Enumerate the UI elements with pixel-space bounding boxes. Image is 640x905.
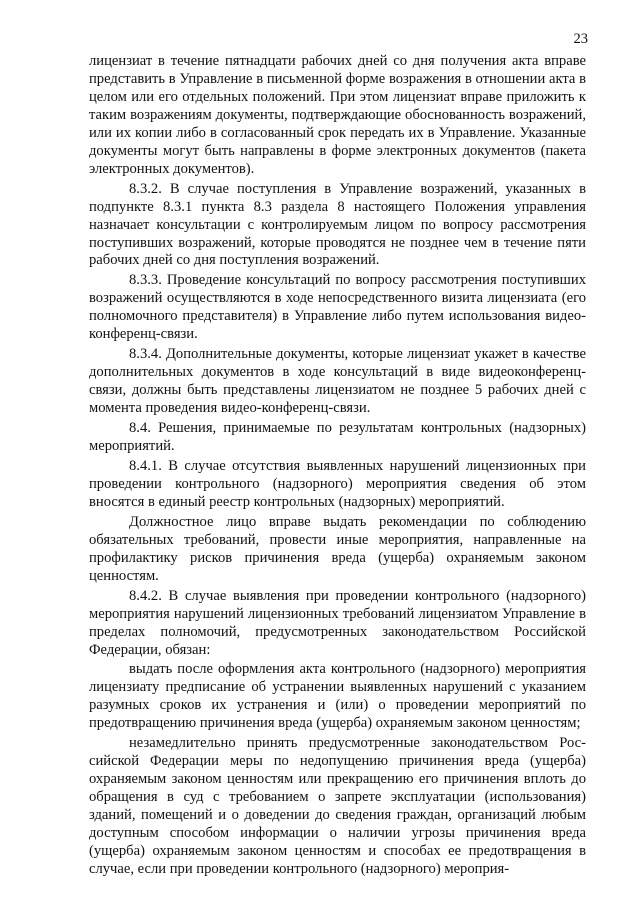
paragraph-8-4-1: 8.4.1. В случае отсутствия выявленных нарушений лицензионных при проведении контрольного (надзорного) мероприятия сведения об этом вносятся в единый реестр контрольных (надзорных) мероприятий. bbox=[89, 457, 586, 510]
document-body bbox=[89, 53, 586, 879]
paragraph-take-measures: незамедлительно принять предусмотренные законодательством Российской Федерации меры по недопущению причинения вреда (ущерба) охраняемым законом ценностям или прекращению его причинения вплоть до обращения в суд с требованием о запрете эксплуатации (использования) зданий, помещений и о доведении до сведения граждан, организаций любым доступным способом информации о наличии угрозы причинения вреда (ущерба) охраняемым законом ценностям и способах ее предотвращения в случае, если при проведении контрольного (надзорного) мероприя- bbox=[89, 735, 586, 877]
page-number: 23 bbox=[573, 31, 588, 47]
paragraph-issue-order: выдать после оформления акта контрольного (надзорного) мероприятия лицензиату предписание об устранении выявленных нарушений с указанием разумных сроков их устранения и (или) о проведении мероприятий по предотвращению причинения вреда (ущерба) охраняемым законом ценностям; bbox=[89, 661, 586, 732]
paragraph-8-3-4: 8.3.4. Дополнительные документы, которые лицензиат укажет в качестве дополнительных документов в ходе консультаций в виде видеоконференц-связи, должны быть представлены лицензиатом не позднее 5 рабочих дней с момента проведения видео-конференц-связи. bbox=[89, 346, 586, 417]
paragraph-recommendations: Должностное лицо вправе выдать рекомендации по соблюдению обязательных требований, провести иные мероприятия, направленные на профилактику рисков причинения вреда (ущерба) охраняемым законом ценностям. bbox=[89, 513, 586, 584]
paragraph-continuation: лицензиат в течение пятнадцати рабочих дней со дня получения акта вправе представить в Управление в письменной форме возражения в отношении акта в целом или его отдельных положений. При этом лицензиат вправе приложить к таким возражениям документы, подтверждающие обоснованность возражений, или их копии либо в согласованный срок передать их в Управление. Указанные документы могут быть направлены в форме электронных документов (пакета электронных документов). bbox=[89, 53, 586, 177]
paragraph-8-4-2: 8.4.2. В случае выявления при проведении контрольного (надзорного) мероприятия нарушений лицензионных требований лицензиатом Управление в пределах полномочий, предусмотренных законодательством Российской Федерации, обязан: bbox=[89, 587, 586, 658]
paragraph-8-4: 8.4. Решения, принимаемые по результатам контрольных (надзорных) мероприятий. bbox=[89, 420, 586, 455]
paragraph-8-3-3: 8.3.3. Проведение консультаций по вопросу рассмотрения поступивших возражений осуществляются в ходе непосредственного визита лицензиата (его полномочного представителя) в Управление либо путем использования видео-конференц-связи. bbox=[89, 272, 586, 343]
paragraph-8-3-2: 8.3.2. В случае поступления в Управление возражений, указанных в подпункте 8.3.1 пункта 8.3 раздела 8 настоящего Положения управления назначает консультации с контролируемым лицом по вопросу рассмотрения поступивших возражений, которые проводятся не позднее чем в течение пяти рабочих дней со дня поступления возражений. bbox=[89, 180, 586, 269]
